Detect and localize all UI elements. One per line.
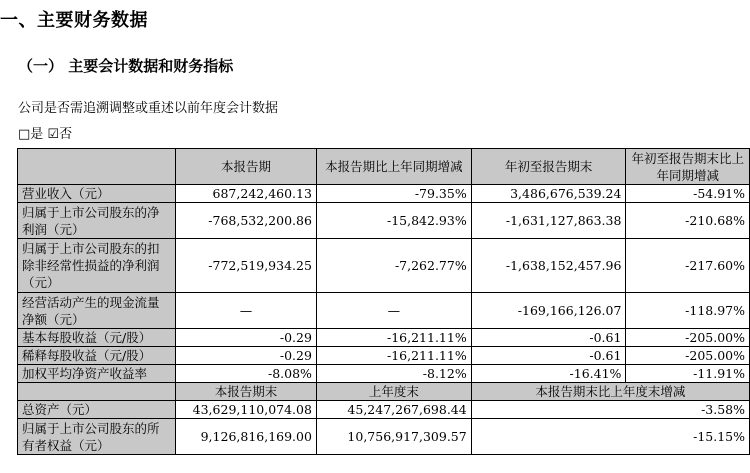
- value-cell: -16,211.11%: [316, 329, 471, 347]
- value-cell: 10,756,917,309.57: [316, 419, 471, 455]
- value-cell: -768,532,200.86: [176, 203, 317, 239]
- financial-data-table: [17, 148, 750, 455]
- header-blank-cell: [18, 149, 176, 185]
- row-label: 总资产（元）: [18, 401, 176, 419]
- value-cell: —: [176, 293, 317, 329]
- value-cell: -0.61: [471, 347, 626, 365]
- value-cell: -7,262.77%: [316, 239, 471, 293]
- value-cell: 9,126,816,169.00: [176, 419, 317, 455]
- value-cell: -3.58%: [471, 401, 749, 419]
- table-row: [18, 185, 750, 203]
- value-cell: -16.41%: [471, 365, 626, 383]
- value-cell: -0.29: [176, 329, 317, 347]
- value-cell: -217.60%: [626, 239, 750, 293]
- header-cell: 本报告期末: [176, 383, 317, 401]
- row-label: 稀释每股收益（元/股）: [18, 347, 176, 365]
- value-cell: 3,486,676,539.24: [471, 185, 626, 203]
- value-cell: -79.35%: [316, 185, 471, 203]
- section-title: 一、主要财务数据: [0, 10, 148, 31]
- value-cell: -205.00%: [626, 329, 750, 347]
- table-row: [18, 347, 750, 365]
- value-cell: -118.97%: [626, 293, 750, 329]
- table-row: [18, 329, 750, 347]
- value-cell: -169,166,126.07: [471, 293, 626, 329]
- row-label: 营业收入（元）: [18, 185, 176, 203]
- row-label: 加权平均净资产收益率: [18, 365, 176, 383]
- value-cell: -0.29: [176, 347, 317, 365]
- row-label: 归属于上市公司股东的所有者权益（元）: [18, 419, 176, 455]
- value-cell: -0.61: [471, 329, 626, 347]
- value-cell: -16,211.11%: [316, 347, 471, 365]
- header-cell: 本报告期: [176, 149, 317, 185]
- value-cell: 43,629,110,074.08: [176, 401, 317, 419]
- table-row: [18, 239, 750, 293]
- header-cell: 年初至报告期末: [471, 149, 626, 185]
- value-cell: -11.91%: [626, 365, 750, 383]
- header-cell: 年初至报告期末比上年同期增减: [626, 149, 750, 185]
- value-cell: -1,631,127,863.38: [471, 203, 626, 239]
- value-cell: -8.12%: [316, 365, 471, 383]
- header-cell: 上年度末: [316, 383, 471, 401]
- header-cell: 本报告期比上年同期增减: [316, 149, 471, 185]
- value-cell: -15.15%: [471, 419, 749, 455]
- header-blank-cell: [18, 383, 176, 401]
- table-header-row-2: [18, 383, 750, 401]
- value-cell: -210.68%: [626, 203, 750, 239]
- value-cell: -205.00%: [626, 347, 750, 365]
- value-cell: 687,242,460.13: [176, 185, 317, 203]
- value-cell: -8.08%: [176, 365, 317, 383]
- table-row: [18, 365, 750, 383]
- table-row: [18, 419, 750, 455]
- table-row: [18, 203, 750, 239]
- value-cell: -54.91%: [626, 185, 750, 203]
- table-header-row: [18, 149, 750, 185]
- value-cell: -772,519,934.25: [176, 239, 317, 293]
- table-row: [18, 293, 750, 329]
- row-label: 经营活动产生的现金流量净额（元）: [18, 293, 176, 329]
- subsection-title: （一） 主要会计数据和财务指标: [18, 57, 234, 75]
- value-cell: -1,638,152,457.96: [471, 239, 626, 293]
- value-cell: —: [316, 293, 471, 329]
- row-label: 归属于上市公司股东的扣除非经常性损益的净利润（元）: [18, 239, 176, 293]
- restatement-answer: □是 ☑否: [18, 127, 73, 142]
- value-cell: -15,842.93%: [316, 203, 471, 239]
- row-label: 基本每股收益（元/股）: [18, 329, 176, 347]
- restatement-question: 公司是否需追溯调整或重述以前年度会计数据: [18, 101, 279, 116]
- row-label: 归属于上市公司股东的净利润（元）: [18, 203, 176, 239]
- value-cell: 45,247,267,698.44: [316, 401, 471, 419]
- header-cell: 本报告期末比上年度末增减: [471, 383, 749, 401]
- table-row: [18, 401, 750, 419]
